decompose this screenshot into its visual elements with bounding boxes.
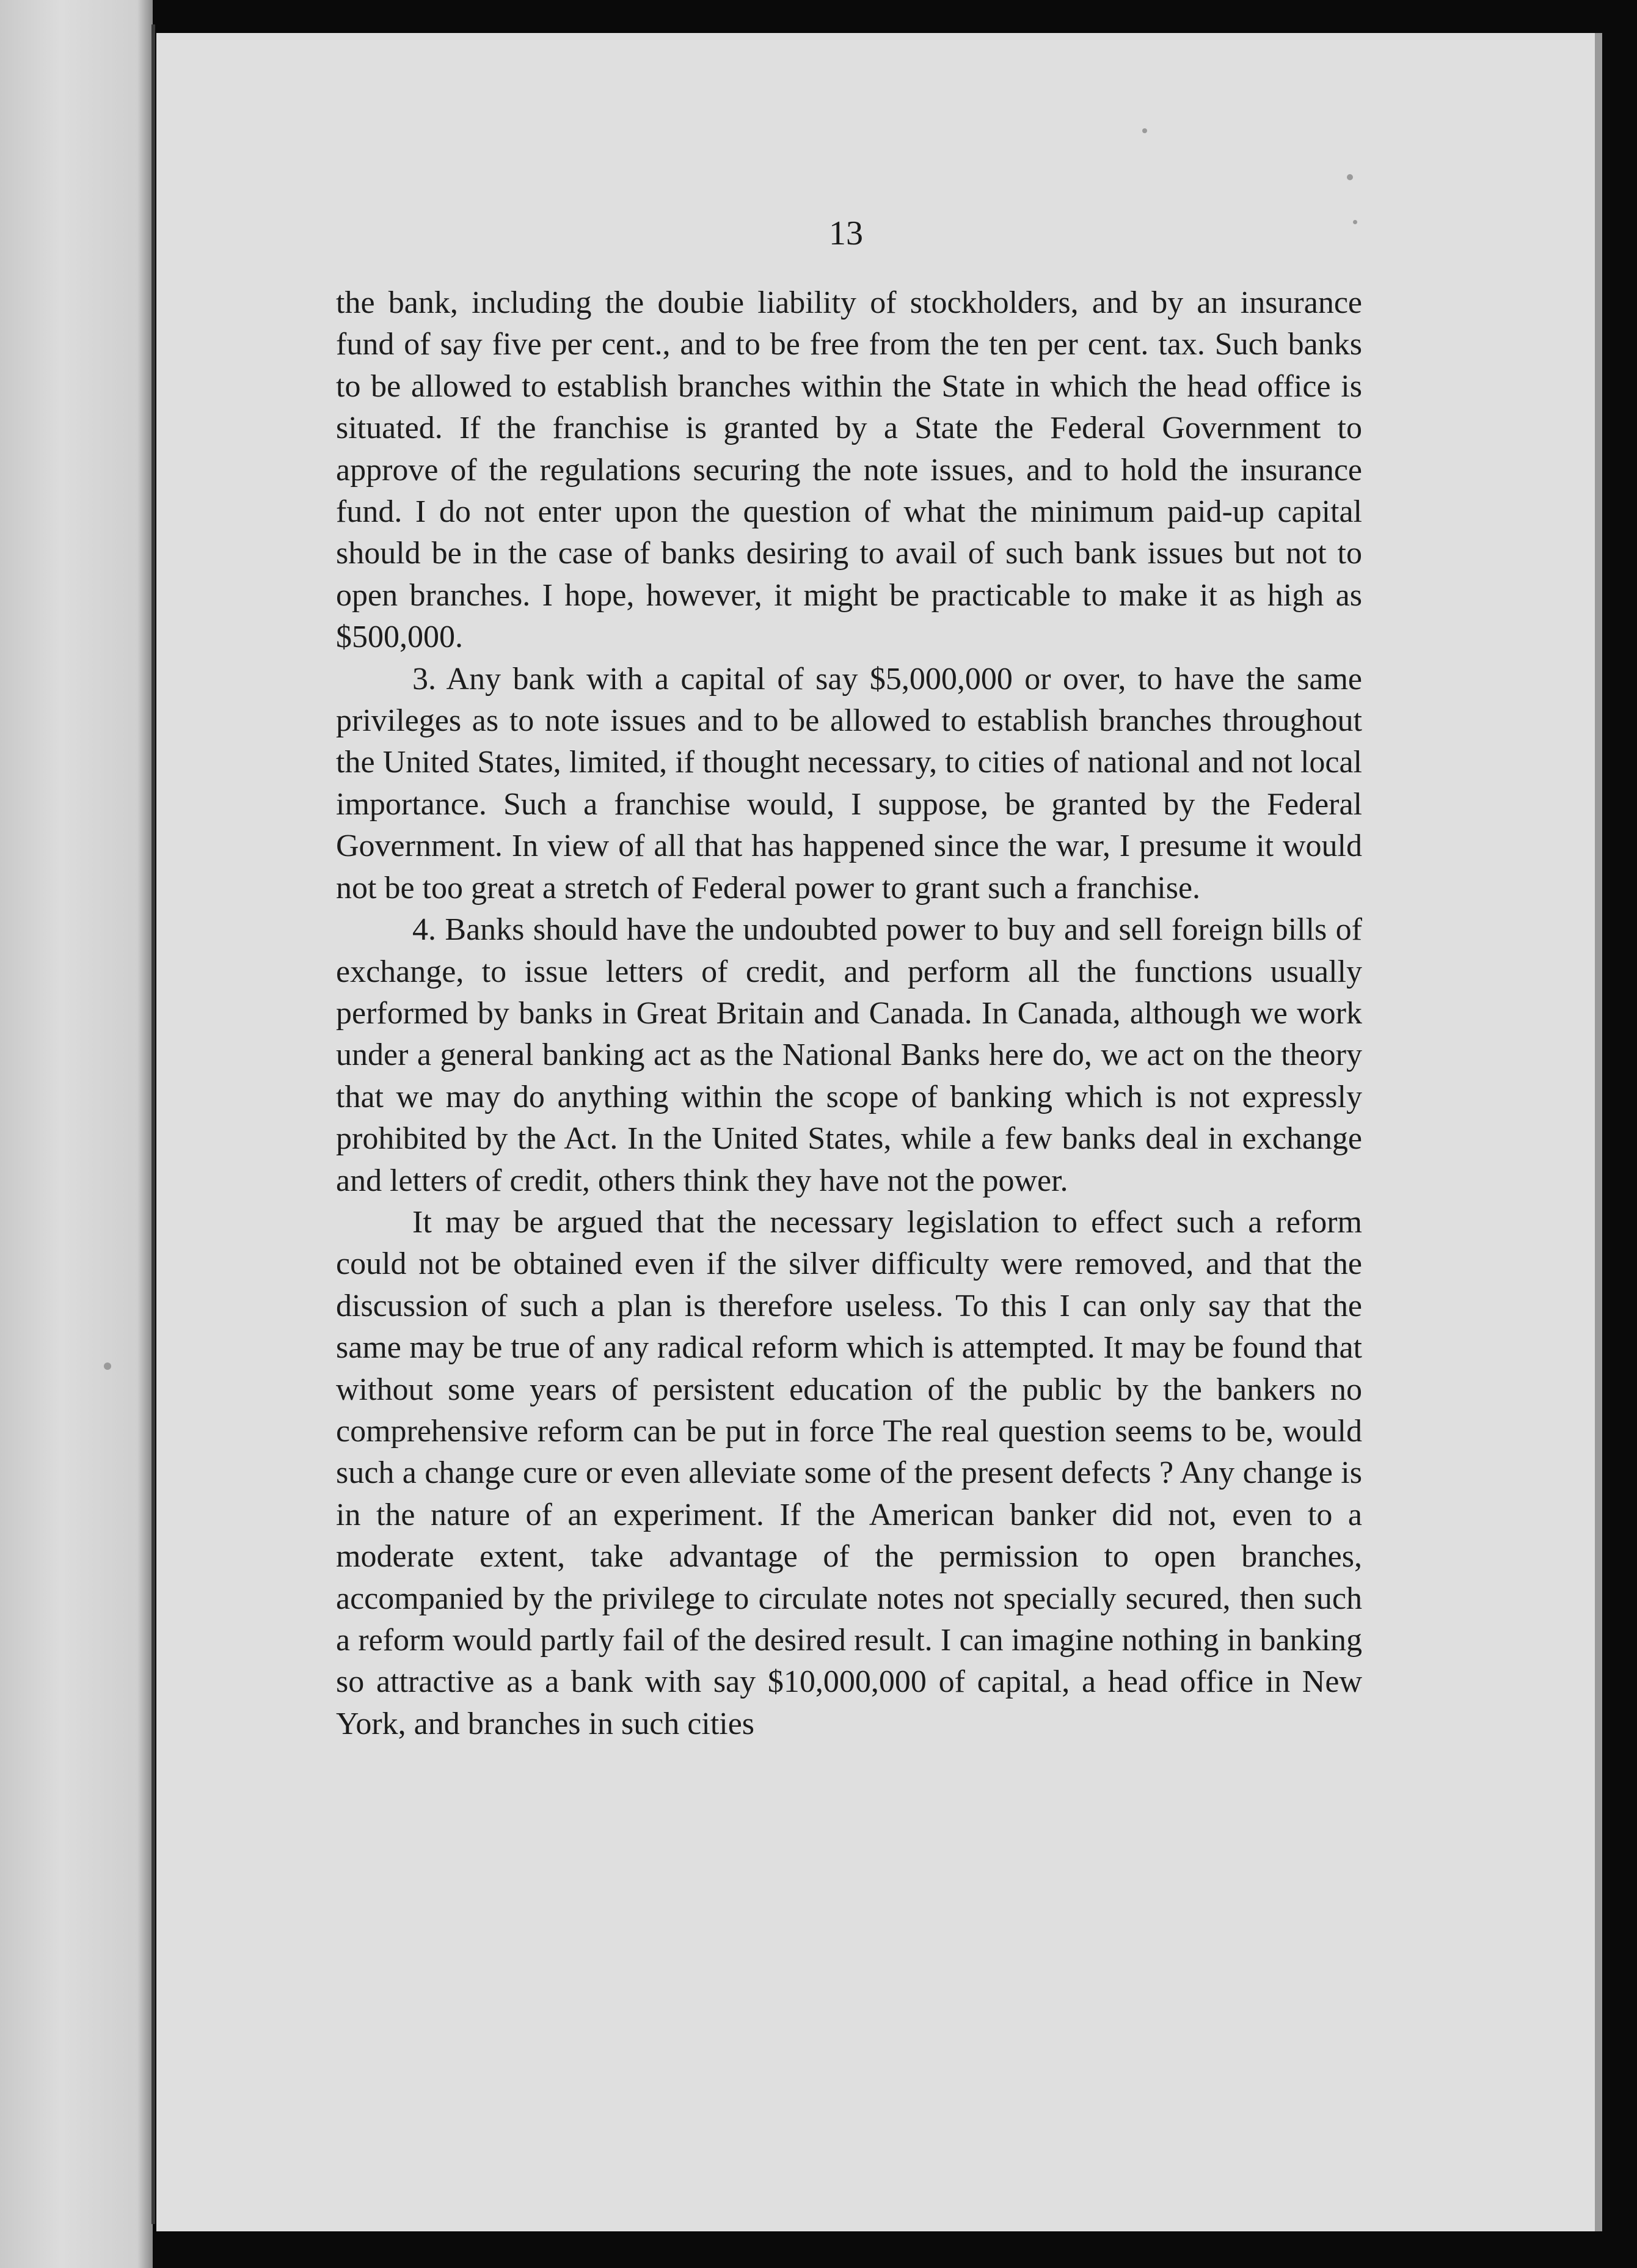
facing-page-edge <box>0 0 153 2268</box>
page-body-text <box>336 282 1362 1745</box>
paper-speck <box>1142 128 1147 133</box>
paragraph-argument: It may be argued that the necessary legislation to effect such a reform could not be obtained even if the silver difficulty were removed, and that the discussion of such a plan is therefore useless. To this I can only say that the same may be true of any radical reform which is attempted. It may be found that without some years of persistent education of the public by the bankers no comprehensive reform can be put in force The real question seems to be, would such a change cure or even alleviate some of the present defects ? Any change is in the nature of an experiment. If the American banker did not, even to a moderate extent, take advantage of the permission to open branches, accompanied by the privilege to circulate notes not specially secured, then such a reform would partly fail of the desired result. I can imagine nothing in banking so attractive as a bank with say $10,000,000 of capital, a head office in New York, and branches in such cities <box>336 1204 1362 1741</box>
page-number: 13 <box>829 214 863 252</box>
paper-speck <box>1347 174 1353 180</box>
paper-speck <box>104 1363 111 1370</box>
paragraph-item-3: 3. Any bank with a capital of say $5,000,000 or over, to have the same privileges as to note issues and to be allowed to establish branches throughout the United States, limited, if thought necessary, to cities of national and not local importance. Such a franchise would, I suppose, be granted by the Federal Government. In view of all that has happened since the war, I presume it would not be too great a stretch of Federal power to grant such a franchise. <box>336 661 1362 905</box>
paper-speck <box>1353 220 1357 224</box>
page-edge-shadow <box>1595 33 1602 2231</box>
paragraph-continued: the bank, including the doubie liability of stockholders, and by an insurance fund of say five per cent., and to be free from the ten per cent. tax. Such banks to be allowed to establish branches within the State in which the head office is situated. If the franchise is granted by a State the Federal Government to approve of the regulations securing the note issues, and to hold the insurance fund. I do not enter upon the question of what the minimum paid-up capital should be in the case of banks desiring to avail of such bank issues but not to open branches. I hope, however, it might be practicable to make it as high as $500,000. <box>336 285 1362 655</box>
binding-shadow <box>151 24 155 2224</box>
paragraph-item-4: 4. Banks should have the undoubted power to buy and sell foreign bills of exchange, to issue letters of credit, and perform all the functions usually performed by banks in Great Britain and Canada. In Canada, although we work under a general banking act as the National Banks here do, we act on the theory that we may do anything within the scope of banking which is not expressly prohibited by the Act. In the United States, while a few banks deal in exchange and letters of credit, others think they have not the power. <box>336 912 1362 1198</box>
